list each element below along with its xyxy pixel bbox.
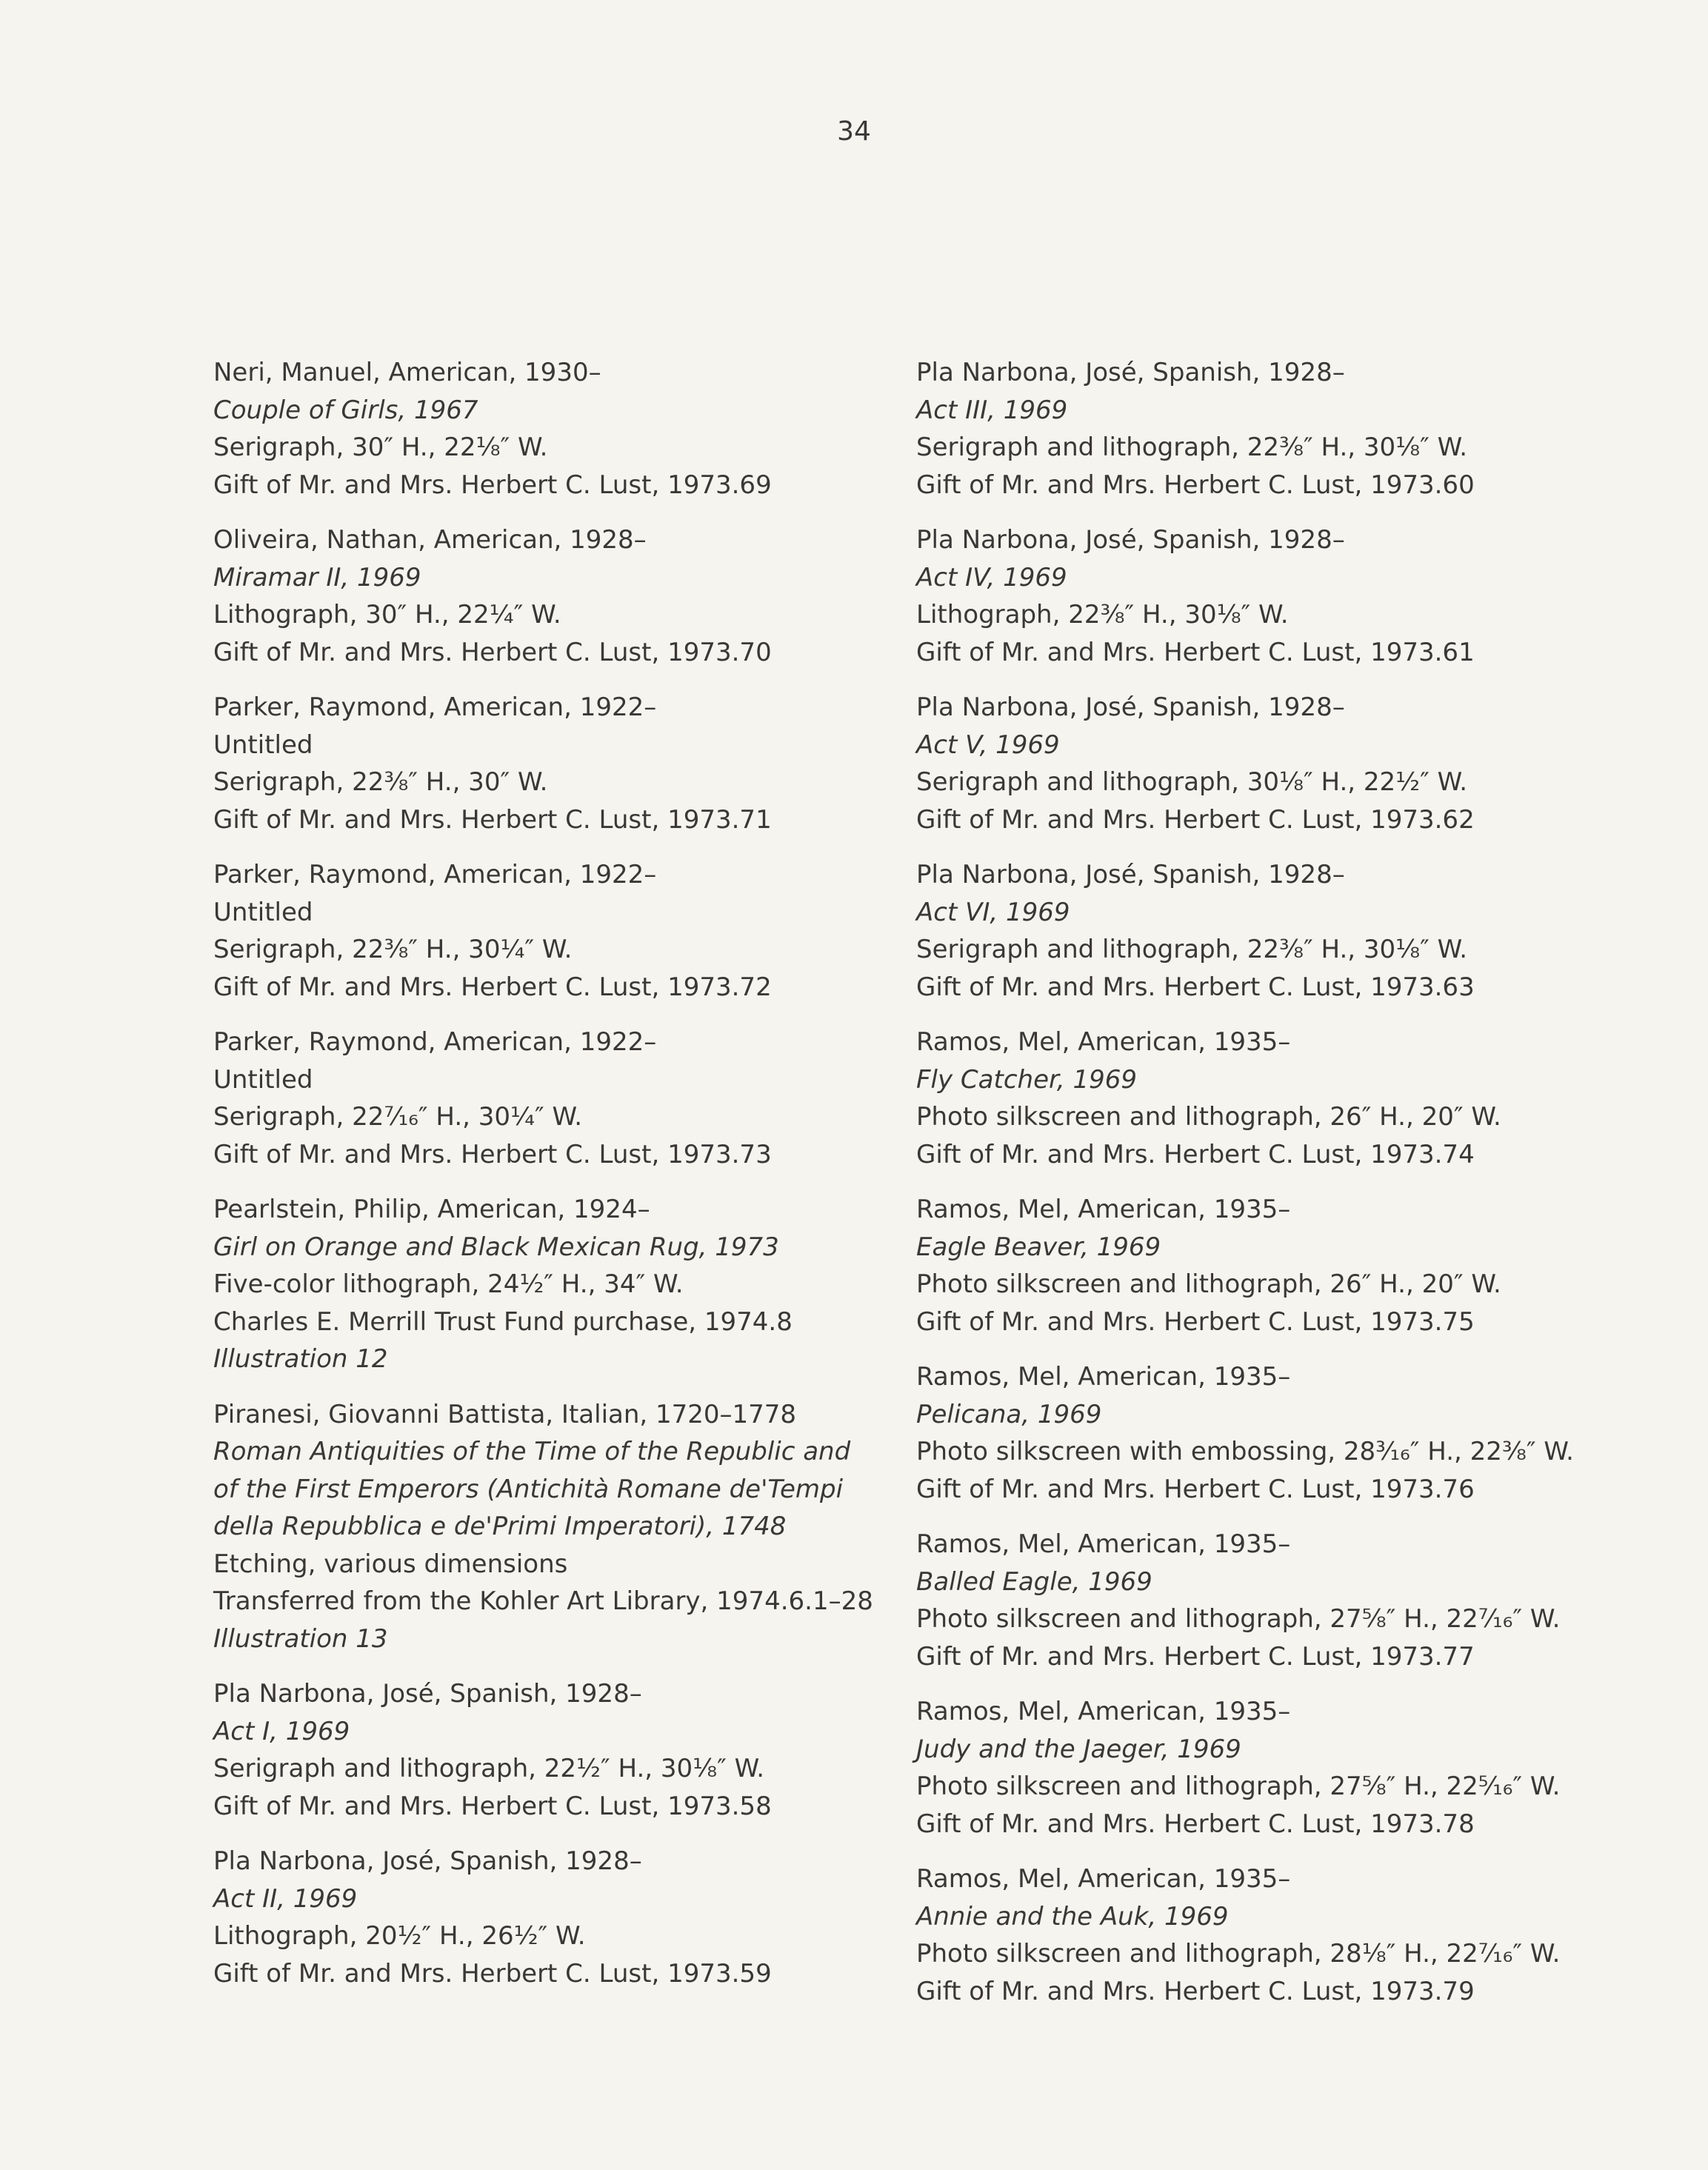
artwork-title: Act I, 1969 bbox=[213, 1716, 350, 1746]
entry-line: Gift of Mr. and Mrs. Herbert C. Lust, 1973.75 bbox=[916, 1306, 1475, 1337]
entry-line: Gift of Mr. and Mrs. Herbert C. Lust, 1973.61 bbox=[916, 637, 1475, 667]
entry-line: Untitled bbox=[213, 1064, 313, 1095]
artwork-title: Act III, 1969 bbox=[916, 395, 1068, 425]
entry-line: Serigraph, 22⅜″ H., 30¼″ W. bbox=[213, 935, 573, 964]
catalog-entry bbox=[213, 1024, 910, 1173]
artwork-title: Couple of Girls, 1967 bbox=[213, 395, 478, 425]
entry-line: Gift of Mr. and Mrs. Herbert C. Lust, 1973.72 bbox=[213, 972, 772, 1002]
artist-line: Ramos, Mel, American, 1935– bbox=[916, 1529, 1291, 1559]
entry-line: Gift of Mr. and Mrs. Herbert C. Lust, 1973.76 bbox=[916, 1474, 1475, 1504]
catalog-entry bbox=[213, 1675, 910, 1825]
catalog-entry bbox=[916, 1860, 1687, 2010]
entry-line: Gift of Mr. and Mrs. Herbert C. Lust, 1973.70 bbox=[213, 637, 772, 667]
artist-line: Piranesi, Giovanni Battista, Italian, 1720–1778 bbox=[213, 1399, 797, 1429]
artwork-title: Annie and the Auk, 1969 bbox=[916, 1901, 1229, 1932]
catalog-entry bbox=[213, 521, 910, 671]
artist-line: Pearlstein, Philip, American, 1924– bbox=[213, 1195, 650, 1224]
artist-line: Ramos, Mel, American, 1935– bbox=[916, 1027, 1291, 1057]
artist-line: Neri, Manuel, American, 1930– bbox=[213, 358, 601, 387]
entry-line: Gift of Mr. and Mrs. Herbert C. Lust, 1973.77 bbox=[916, 1641, 1475, 1672]
entry-line: Illustration 12 bbox=[213, 1344, 388, 1374]
catalog-entry bbox=[916, 1526, 1687, 1675]
artist-line: Pla Narbona, José, Spanish, 1928– bbox=[213, 1679, 642, 1709]
entry-line: Gift of Mr. and Mrs. Herbert C. Lust, 1973.63 bbox=[916, 972, 1475, 1002]
catalog-entry bbox=[916, 1693, 1687, 1843]
entry-line: Serigraph and lithograph, 22⅜″ H., 30⅛″ W. bbox=[916, 433, 1468, 462]
artwork-title: Act V, 1969 bbox=[916, 730, 1060, 760]
artist-line: Ramos, Mel, American, 1935– bbox=[916, 1362, 1291, 1392]
catalog-entry bbox=[213, 1843, 910, 1992]
catalog-entry bbox=[916, 1358, 1687, 1508]
entry-line: Gift of Mr. and Mrs. Herbert C. Lust, 1973.79 bbox=[916, 1976, 1475, 2006]
left-column bbox=[213, 354, 910, 2010]
artwork-title: Judy and the Jaeger, 1969 bbox=[916, 1734, 1241, 1764]
entry-line: Transferred from the Kohler Art Library, 1974.6.1–28 bbox=[213, 1586, 873, 1616]
entry-line: Untitled bbox=[213, 897, 313, 927]
entry-line: Serigraph, 22⁷⁄₁₆″ H., 30¼″ W. bbox=[213, 1102, 583, 1132]
page-number: 34 bbox=[837, 116, 871, 147]
artwork-title: Girl on Orange and Black Mexican Rug, 1973 bbox=[213, 1232, 779, 1262]
artist-line: Parker, Raymond, American, 1922– bbox=[213, 692, 657, 722]
catalog-entry bbox=[213, 1396, 910, 1658]
entry-line: Photo silkscreen and lithograph, 26″ H., 20″ W. bbox=[916, 1269, 1501, 1299]
artwork-title: Roman Antiquities of the Time of the Republic and bbox=[213, 1437, 851, 1466]
artwork-title: Balled Eagle, 1969 bbox=[916, 1566, 1152, 1597]
entry-line: Etching, various dimensions bbox=[213, 1549, 568, 1579]
artwork-title: Act IV, 1969 bbox=[916, 562, 1067, 592]
artwork-title: Eagle Beaver, 1969 bbox=[916, 1232, 1161, 1262]
catalog-entry bbox=[916, 521, 1687, 671]
artist-line: Pla Narbona, José, Spanish, 1928– bbox=[916, 358, 1345, 387]
entry-line: Gift of Mr. and Mrs. Herbert C. Lust, 1973.74 bbox=[916, 1139, 1475, 1169]
artist-line: Pla Narbona, José, Spanish, 1928– bbox=[916, 860, 1345, 889]
entry-line: Serigraph and lithograph, 30⅛″ H., 22½″ W. bbox=[916, 767, 1468, 797]
entry-line: Gift of Mr. and Mrs. Herbert C. Lust, 1973.71 bbox=[213, 804, 772, 835]
artwork-title: Act VI, 1969 bbox=[916, 897, 1070, 927]
entry-line: Untitled bbox=[213, 730, 313, 760]
artist-line: Parker, Raymond, American, 1922– bbox=[213, 1027, 657, 1057]
artist-line: Pla Narbona, José, Spanish, 1928– bbox=[916, 692, 1345, 722]
artwork-title: Fly Catcher, 1969 bbox=[916, 1064, 1137, 1095]
catalog-entry bbox=[916, 1191, 1687, 1341]
entry-line: Serigraph and lithograph, 22½″ H., 30⅛″ W. bbox=[213, 1754, 765, 1783]
artwork-title: Miramar II, 1969 bbox=[213, 562, 421, 592]
entry-line: Gift of Mr. and Mrs. Herbert C. Lust, 1973.73 bbox=[213, 1139, 772, 1169]
catalog-entry bbox=[213, 1191, 910, 1378]
entry-line: Illustration 13 bbox=[213, 1623, 388, 1654]
entry-line: Gift of Mr. and Mrs. Herbert C. Lust, 1973.69 bbox=[213, 470, 772, 500]
entry-line: Photo silkscreen and lithograph, 27⅝″ H., 22⁷⁄₁₆″ W. bbox=[916, 1604, 1561, 1634]
entry-line: Lithograph, 22⅜″ H., 30⅛″ W. bbox=[916, 600, 1289, 630]
entry-line: of the First Emperors (Antichità Romane de'Tempi bbox=[213, 1474, 844, 1504]
entry-line: Serigraph, 30″ H., 22⅛″ W. bbox=[213, 433, 548, 462]
artwork-title: Act II, 1969 bbox=[213, 1883, 358, 1914]
entry-line: Serigraph, 22⅜″ H., 30″ W. bbox=[213, 767, 548, 797]
entry-line: Gift of Mr. and Mrs. Herbert C. Lust, 1973.62 bbox=[916, 804, 1475, 835]
artist-line: Ramos, Mel, American, 1935– bbox=[916, 1864, 1291, 1894]
artist-line: Parker, Raymond, American, 1922– bbox=[213, 860, 657, 889]
entry-line: Lithograph, 20½″ H., 26½″ W. bbox=[213, 1921, 586, 1951]
artwork-title: Pelicana, 1969 bbox=[916, 1399, 1102, 1429]
catalog-entry bbox=[916, 856, 1687, 1006]
entry-line: della Repubblica e de'Primi Imperatori), 1748 bbox=[213, 1512, 787, 1541]
artist-line: Oliveira, Nathan, American, 1928– bbox=[213, 525, 647, 555]
catalog-entry bbox=[916, 689, 1687, 838]
entry-line: Lithograph, 30″ H., 22¼″ W. bbox=[213, 600, 561, 630]
catalog-entry bbox=[916, 1024, 1687, 1173]
artist-line: Pla Narbona, José, Spanish, 1928– bbox=[213, 1846, 642, 1876]
catalog-entry bbox=[213, 856, 910, 1006]
entry-line: Photo silkscreen and lithograph, 26″ H., 20″ W. bbox=[916, 1102, 1501, 1132]
entry-line: Photo silkscreen and lithograph, 27⅝″ H., 22⁵⁄₁₆″ W. bbox=[916, 1772, 1561, 1801]
entry-line: Charles E. Merrill Trust Fund purchase, 1974.8 bbox=[213, 1306, 793, 1337]
artist-line: Ramos, Mel, American, 1935– bbox=[916, 1195, 1291, 1224]
catalog-entry bbox=[213, 689, 910, 838]
entry-line: Gift of Mr. and Mrs. Herbert C. Lust, 1973.78 bbox=[916, 1809, 1475, 1839]
entry-line: Gift of Mr. and Mrs. Herbert C. Lust, 1973.59 bbox=[213, 1958, 772, 1989]
entry-line: Photo silkscreen with embossing, 28³⁄₁₆″ H., 22⅜″ W. bbox=[916, 1437, 1574, 1466]
right-column bbox=[916, 354, 1687, 2028]
entry-line: Gift of Mr. and Mrs. Herbert C. Lust, 1973.58 bbox=[213, 1791, 772, 1821]
artist-line: Ramos, Mel, American, 1935– bbox=[916, 1697, 1291, 1726]
artist-line: Pla Narbona, José, Spanish, 1928– bbox=[916, 525, 1345, 555]
entry-line: Serigraph and lithograph, 22⅜″ H., 30⅛″ W. bbox=[916, 935, 1468, 964]
entry-line: Photo silkscreen and lithograph, 28⅛″ H., 22⁷⁄₁₆″ W. bbox=[916, 1939, 1561, 1969]
catalog-entry bbox=[916, 354, 1687, 504]
catalog-entry bbox=[213, 354, 910, 504]
entry-line: Gift of Mr. and Mrs. Herbert C. Lust, 1973.60 bbox=[916, 470, 1475, 500]
entry-line: Five-color lithograph, 24½″ H., 34″ W. bbox=[213, 1269, 684, 1299]
